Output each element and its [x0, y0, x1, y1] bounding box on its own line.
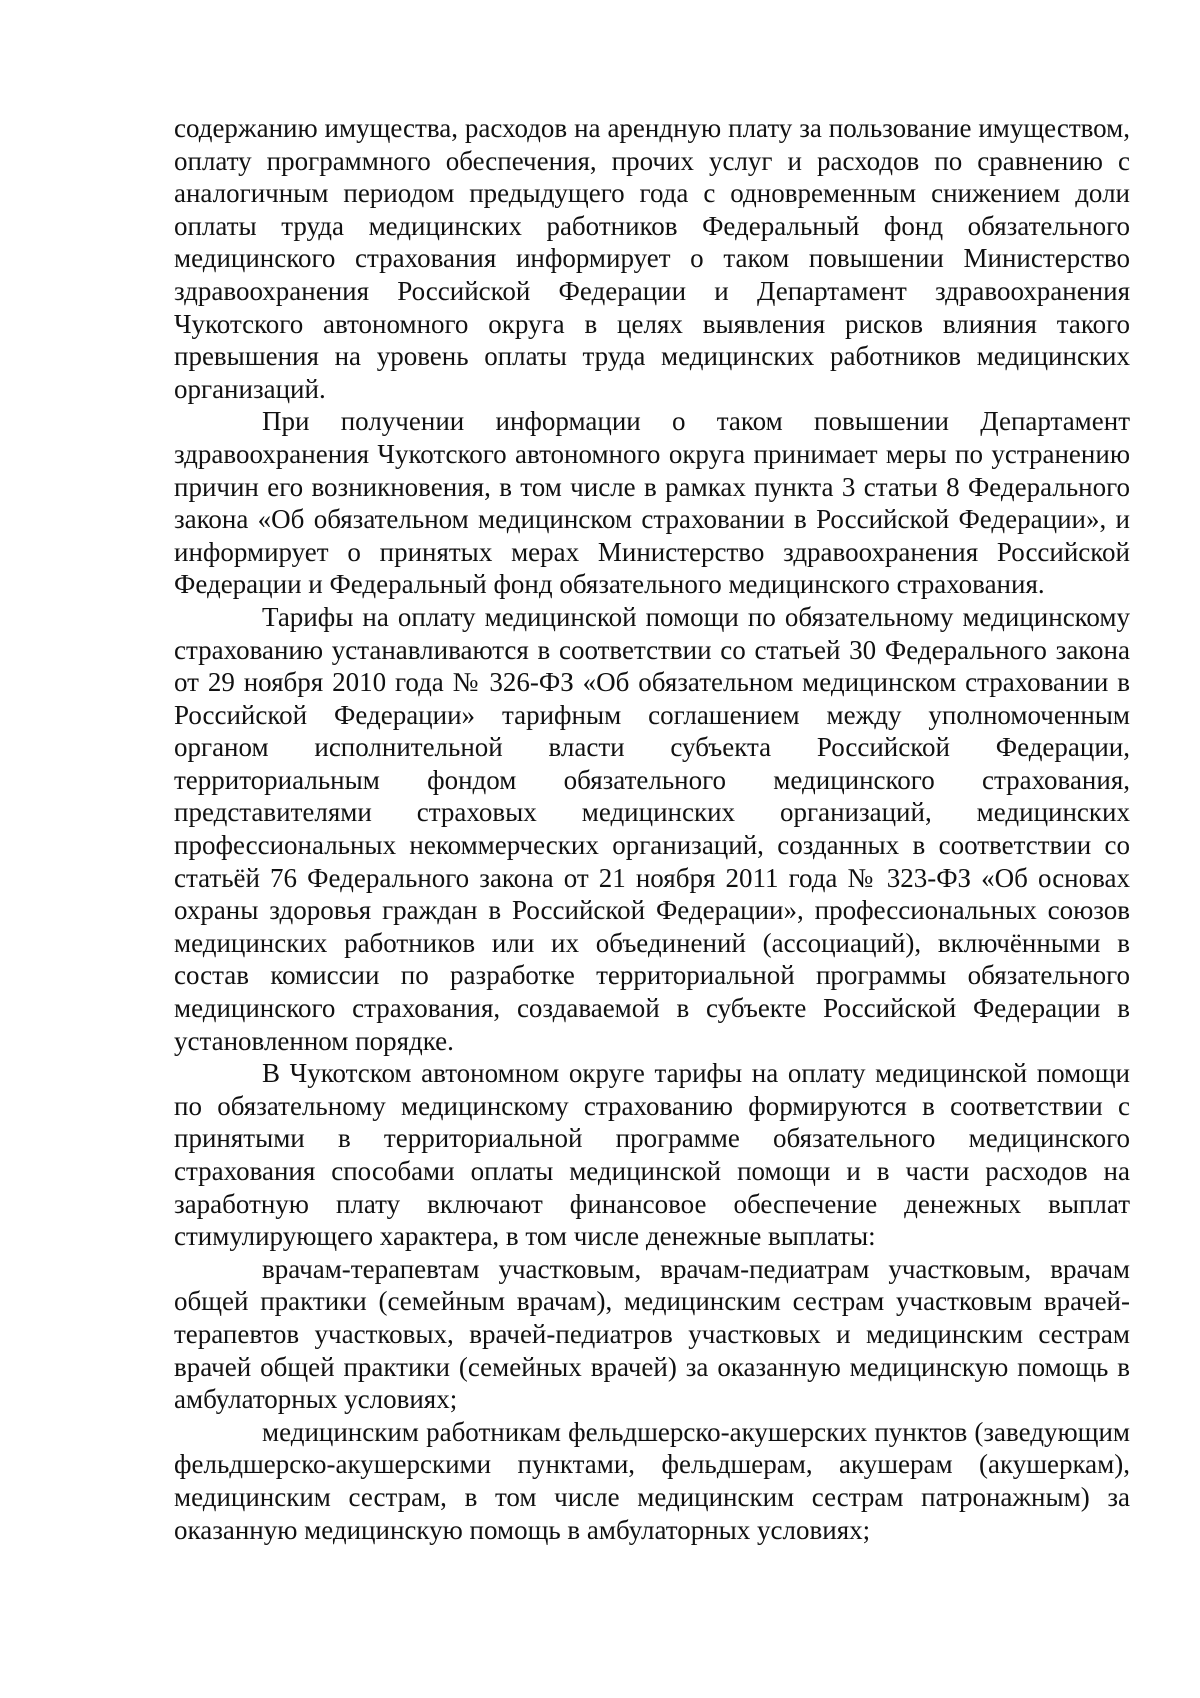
- paragraph-3: Тарифы на оплату медицинской помощи по обязательному медицинскому страхованию устанавливаются в соответствии со статьей 30 Федерального закона от 29 ноября 2010 года № 326-ФЗ «Об обязательном медицинском страховании в Российской Федерации» тарифным соглашением между уполномоченным органом исполнительной власти субъекта Российской Федерации, территориальным фондом обязательного медицинского страхования, представителями страховых медицинских организаций, медицинских профессиональных некоммерческих организаций, созданных в соответствии со статьёй 76 Федерального закона от 21 ноября 2011 года № 323-ФЗ «Об основах охраны здоровья граждан в Российской Федерации», профессиональных союзов медицинских работников или их объединений (ассоциаций), включёнными в состав комиссии по разработке территориальной программы обязательного медицинского страхования, создаваемой в субъекте Российской Федерации в установленном порядке.: [174, 601, 1130, 1056]
- paragraph-2: При получении информации о таком повышении Департамент здравоохранения Чукотского автономного округа принимает меры по устранению причин его возникновения, в том числе в рамках пункта 3 статьи 8 Федерального закона «Об обязательном медицинском страховании в Российской Федерации», и информирует о принятых мерах Министерство здравоохранения Российской Федерации и Федеральный фонд обязательного медицинского страхования.: [174, 406, 1130, 600]
- paragraph-1: содержанию имущества, расходов на арендную плату за пользование имуществом, оплату программного обеспечения, прочих услуг и расходов по сравнению с аналогичным периодом предыдущего года с одновременным снижением доли оплаты труда медицинских работников Федеральный фонд обязательного медицинского страхования информирует о таком повышении Министерство здравоохранения Российской Федерации и Департамент здравоохранения Чукотского автономного округа в целях выявления рисков влияния такого превышения на уровень оплаты труда медицинских работников медицинских организаций.: [174, 113, 1130, 404]
- paragraph-4: В Чукотском автономном округе тарифы на оплату медицинской помощи по обязательному медицинскому страхованию формируются в соответствии с принятыми в территориальной программе обязательного медицинского страхования способами оплаты медицинской помощи и в части расходов на заработную плату включают финансовое обеспечение денежных выплат стимулирующего характера, в том числе денежные выплаты:: [174, 1058, 1130, 1252]
- document-page: [174, 112, 1130, 1546]
- paragraph-5: врачам-терапевтам участковым, врачам-педиатрам участковым, врачам общей практики (семейным врачам), медицинским сестрам участковым врачей-терапевтов участковых, врачей-педиатров участковых и медицинским сестрам врачей общей практики (семейных врачей) за оказанную медицинскую помощь в амбулаторных условиях;: [174, 1253, 1130, 1415]
- paragraph-6: медицинским работникам фельдшерско-акушерских пунктов (заведующим фельдшерско-акушерскими пунктами, фельдшерам, акушерам (акушеркам), медицинским сестрам, в том числе медицинским сестрам патронажным) за оказанную медицинскую помощь в амбулаторных условиях;: [174, 1416, 1130, 1545]
